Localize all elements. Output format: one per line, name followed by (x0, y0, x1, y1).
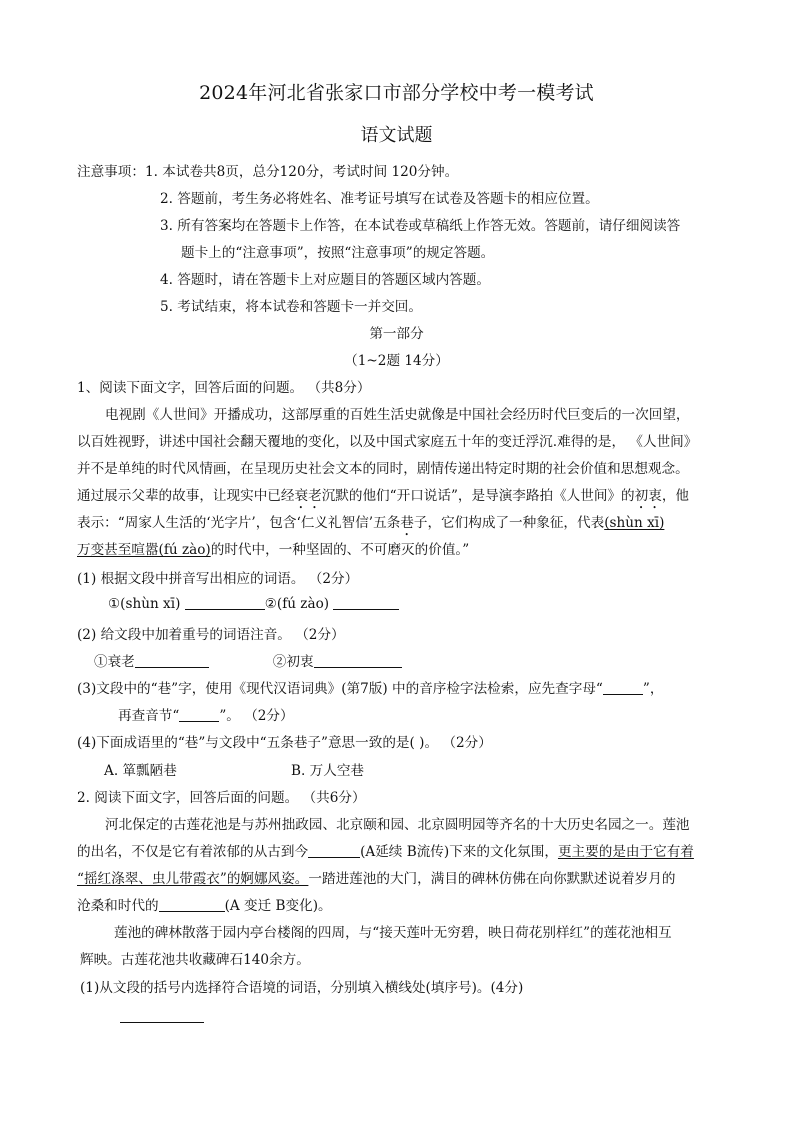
q1-sub2-answers: ①衰老 ②初衷 (94, 650, 402, 670)
q2-para-line: 的出名，不仅是它有着浓郁的从古到今 (A延续 B流传)下来的文化氛围，更主要的是由于它有着 (77, 844, 694, 860)
answer-blank[interactable] (185, 595, 265, 610)
answer-blank[interactable] (308, 843, 360, 858)
q1-stem: 1、阅读下面文字，回答后面的问题。 （共8分） (77, 380, 371, 396)
q1-para-line: 以百姓视野，讲述中国社会翻天覆地的变化，以及中国式家庭五十年的变迁浮沉.难得的是， 《人世间》 (77, 434, 698, 450)
q2-sub1: (1)从文段的括号内选择符合语境的词语，分别填入横线处(填序号)。(4分) (80, 980, 524, 996)
answer-blank[interactable] (135, 653, 209, 668)
q2-para-line: 辉映。古莲花池共收藏碑石140余方。 (80, 952, 310, 968)
page-title: 2024年河北省张家口市部分学校中考一模考试 (199, 82, 594, 104)
q1-sub1: (1) 根据文段中拼音写出相应的词语。 （2分） (77, 571, 359, 587)
q2-para-line: 莲池的碑林散落于园内亭台楼阁的四周，与“接天莲叶无穷碧，映日荷花别样红”的莲花池相互 (114, 925, 672, 941)
q1-para-line: 表示：“周家人生活的‘光字片’，包含‘仁义礼智信’五条巷子，它们构成了一种象征，代表(shùn xī) (77, 515, 665, 531)
page-subtitle: 语文试题 (360, 125, 433, 146)
notes-line-2: 2. 答题前，考生务必将姓名、准考证号填写在试卷及答题卡的相应位置。 (160, 191, 599, 207)
q2-para-line: 河北保定的古莲花池是与苏州拙政园、北京颐和园、北京圆明园等齐名的十大历史名园之一。莲池 (105, 817, 690, 833)
emphasis-word-xiang: 巷 (400, 515, 414, 531)
emphasis-word-chuzhong: 初衷 (634, 488, 662, 504)
option-b: B. 万人空巷 (291, 763, 365, 779)
q1-sub2: (2) 给文段中加着重号的词语注音。 （2分） (77, 627, 345, 643)
q1-sub3-cont: 再查音节“ ”。 （2分） (118, 708, 294, 724)
part-title: 第一部分 (369, 326, 424, 342)
answer-blank[interactable] (179, 707, 219, 722)
underlined-text: 更主要的是由于它有着 (557, 844, 694, 860)
answer-blank[interactable] (333, 595, 399, 610)
underlined-text: (shùn xī) (604, 515, 665, 531)
answer-blank[interactable] (314, 653, 402, 668)
answer-blank[interactable] (603, 680, 643, 695)
answer-blank[interactable] (120, 1008, 204, 1025)
q2-stem: 2. 阅读下面文字，回答后面的问题。 （共6分） (77, 790, 366, 806)
underlined-text: “摇红涤翠、虫儿带霞衣”的婀娜风姿。 (77, 871, 309, 887)
notes-line-1: 注意事项：1. 本试卷共8页，总分120分，考试时间 120分钟。 (77, 164, 459, 180)
part-range: （1~2题 14分） (344, 353, 449, 369)
notes-line-3: 3. 所有答案均在答题卡上作答，在本试卷或草稿纸上作答无效。答题前，请仔细阅读答 (160, 218, 681, 234)
q1-para-line: 通过展示父辈的故事，让现实中已经衰老沉默的他们“开口说话”，是导演李路拍《人世间》的初衷，他 (77, 488, 690, 504)
q1-para-line: 万变甚至喧嚣(fú zào)的时代中，一种坚固的、不可磨灭的价值。” (77, 542, 470, 558)
notes-line-3b: 题卡上的“注意事项”，按照“注意事项”的规定答题。 (181, 245, 495, 261)
notes-line-5: 5. 考试结束，将本试卷和答题卡一并交回。 (160, 299, 422, 315)
answer-blank[interactable] (159, 897, 225, 912)
notes-label: 注意事项： (77, 164, 145, 180)
notes-line-4: 4. 答题时，请在答题卡上对应题目的答题区域内答题。 (160, 272, 490, 288)
q1-sub1-answers: ①(shùn xī) ②(fú zào) (108, 595, 399, 612)
underlined-text: 万变甚至喧嚣(fú zào) (77, 542, 211, 558)
option-a: A. 箪瓢陋巷 (104, 763, 177, 779)
emphasis-word-shuailao: 衰老 (294, 488, 322, 504)
q1-para-line: 并不是单纯的时代风情画，在呈现历史社会文本的同时，剧情传递出特定时期的社会价值和思想观念。 (77, 461, 689, 477)
q1-para-line: 电视剧《人世间》开播成功，这部厚重的百姓生活史就像是中国社会经历时代巨变后的一次回望， (105, 407, 690, 423)
q1-sub4: (4)下面成语里的“巷”与文段中“五条巷子”意思一致的是( )。 （2分） (77, 735, 492, 751)
q2-para-line: “摇红涤翠、虫儿带霞衣”的婀娜风姿。一踏进莲池的大门，满目的碑林仿佛在向你默默述说着岁月的 (77, 871, 676, 887)
q1-sub3: (3)文段中的“巷”字，使用《现代汉语词典》(第7版) 中的音序检字法检索，应先查字母“ ”， (77, 681, 664, 697)
q2-para-line: 沧桑和时代的 (A 变迁 B变化)。 (77, 898, 332, 914)
